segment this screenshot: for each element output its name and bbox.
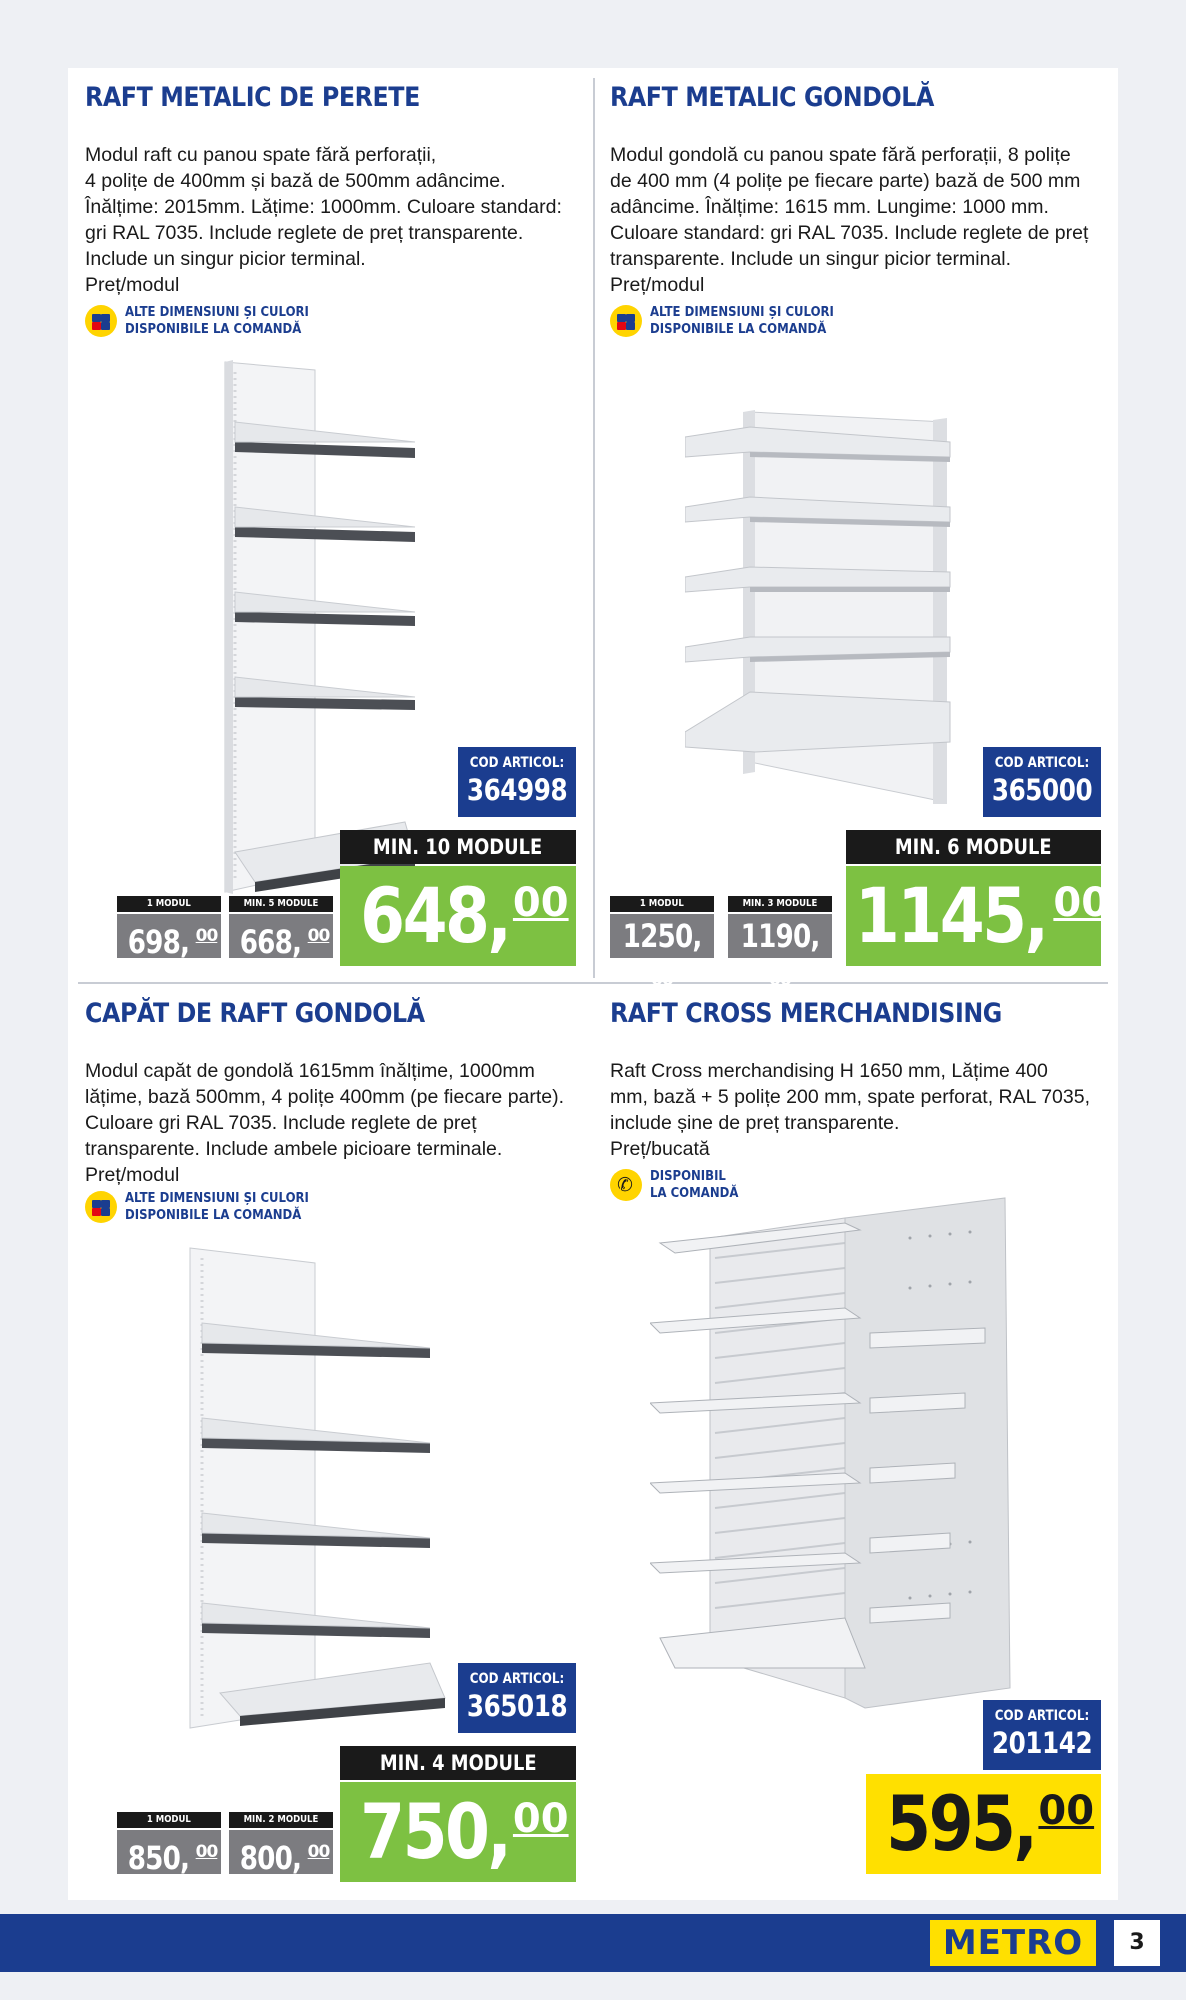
article-code: 201142 — [991, 1726, 1093, 1760]
availability-note — [85, 304, 329, 338]
main-price — [340, 1782, 576, 1882]
price-integer: 750, — [360, 1787, 510, 1876]
price-decimals: 00 — [512, 880, 569, 926]
color-options-icon — [85, 305, 117, 337]
tier-price-2: MIN. 3 MODULE 1190,00 — [728, 896, 832, 958]
main-price — [340, 866, 576, 966]
product-description: Modul gondolă cu panou spate fără perforații, 8 polițe de 400 mm (4 polițe pe fiecare parte) bază de 500 mm adâncime. Înălțime: 1615 mm. Lungime: 1000 mm. Culoare standard: gri RAL 7035. Include reglete de preț transparente. Include un singur picior terminal. Preț/modul — [610, 144, 1089, 296]
product-wall-shelf — [85, 82, 605, 992]
tier-price-1: 1 MODUL 1250,00 — [610, 896, 714, 958]
min-quantity-bar: MIN. 6 MODULE — [846, 830, 1101, 864]
article-code-box — [458, 747, 576, 817]
price-decimals: 00 — [1053, 880, 1110, 926]
article-code-label: COD ARTICOL: — [469, 1671, 565, 1687]
article-code-box — [983, 747, 1101, 817]
article-code: 364998 — [466, 773, 568, 807]
availability-text: DISPONIBIL LA COMANDĂ — [650, 1169, 739, 1201]
product-gondola-shelf — [610, 82, 1130, 992]
availability-text: ALTE DIMENSIUNI ȘI CULORI DISPONIBILE LA COMANDĂ — [125, 305, 309, 337]
page-number: 3 — [1114, 1920, 1160, 1966]
cross-merchandising-image — [650, 1168, 1040, 1728]
tier-price-1: 1 MODUL 850, $^{00}$ — [117, 1812, 221, 1874]
availability-text: ALTE DIMENSIUNI ȘI CULORI DISPONIBILE LA COMANDĂ — [650, 305, 834, 337]
article-code-box — [983, 1700, 1101, 1770]
article-code-box — [458, 1663, 576, 1733]
availability-text: ALTE DIMENSIUNI ȘI CULORI DISPONIBILE LA COMANDĂ — [125, 1191, 309, 1223]
price-decimals: 00 — [512, 1796, 569, 1842]
phone-icon: ✆ — [610, 1169, 642, 1201]
article-code: 365000 — [991, 773, 1093, 807]
product-description: Raft Cross merchandising H 1650 mm, Lățime 400 mm, bază + 5 polițe 200 mm, spate perforat, RAL 7035, include șine de preț transparente. Preț/bucată — [610, 1060, 1090, 1160]
product-description: Modul capăt de gondolă 1615mm înălțime, 1000mm lățime, bază 500mm, 4 polițe 400mm (pe fiecare parte). Culoare gri RAL 7035. Include reglete de preț transparente. Include ambele picioare terminale. Preț/modul — [85, 1060, 565, 1186]
wall-shelf-image — [205, 352, 535, 912]
product-title: RAFT CROSS MERCHANDISING — [610, 998, 1002, 1029]
product-cross-merchandising — [610, 998, 1130, 1908]
tier-price-2: MIN. 2 MODULE 800, $^{00}$ — [229, 1812, 333, 1874]
product-gondola-end — [85, 998, 605, 1908]
product-description: Modul raft cu panou spate fără perforații, 4 polițe de 400mm și bază de 500mm adâncime. Înălțime: 2015mm. Lățime: 1000mm. Culoare standard: gri RAL 7035. Include reglete de preț transparente. Include un singur picior terminal. Preț/modul — [85, 144, 562, 296]
tier-price-2: MIN. 5 MODULE 668, $^{00}$ — [229, 896, 333, 958]
product-title: CAPĂT DE RAFT GONDOLĂ — [85, 998, 425, 1029]
article-code-label: COD ARTICOL: — [994, 1708, 1090, 1724]
gondola-shelf-image — [685, 332, 1015, 832]
product-title: RAFT METALIC DE PERETE — [85, 82, 420, 113]
main-price — [866, 1774, 1101, 1874]
product-title: RAFT METALIC GONDOLĂ — [610, 82, 934, 113]
color-options-icon — [85, 1191, 117, 1223]
min-quantity-bar: MIN. 10 MODULE — [340, 830, 576, 864]
article-code: 365018 — [466, 1689, 568, 1723]
main-price — [846, 866, 1110, 966]
availability-note — [85, 1190, 329, 1224]
tier-price-1: 1 MODUL 698, $^{00}$ — [117, 896, 221, 958]
color-options-icon — [610, 305, 642, 337]
article-code-label: COD ARTICOL: — [469, 755, 565, 771]
price-integer: 595, — [886, 1779, 1036, 1868]
min-quantity-bar: MIN. 4 MODULE — [340, 1746, 576, 1780]
price-decimals: 00 — [1038, 1788, 1095, 1834]
price-integer: 648, — [360, 871, 510, 960]
price-integer: 1145, — [854, 871, 1047, 960]
article-code-label: COD ARTICOL: — [994, 755, 1090, 771]
metro-logo: METRO — [930, 1920, 1096, 1966]
